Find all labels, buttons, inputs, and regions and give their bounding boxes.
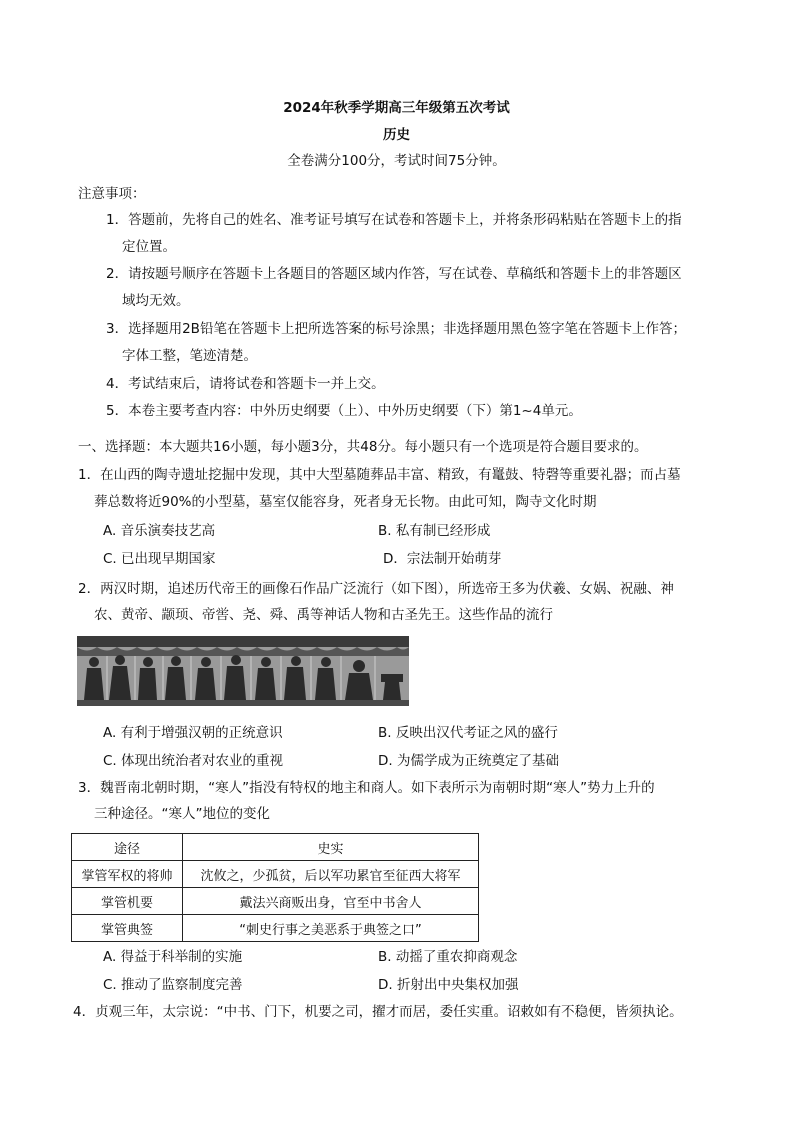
table-cell: 掌管典签 — [72, 915, 183, 942]
notice-item: 1．答题前，先将自己的姓名、准考证号填写在试卷和答题卡上，并将条形码粘贴在答题卡上的指 — [106, 212, 682, 228]
table-cell: “刺史行事之美恶系于典签之口” — [183, 915, 479, 942]
table-header-cell: 史实 — [183, 834, 479, 861]
q2-option-d: D. 为儒学成为正统奠定了基础 — [378, 753, 559, 769]
table-cell: 沈攸之，少孤贫，后以军功累官至征西大将军 — [183, 861, 479, 888]
exam-subject: 历史 — [383, 127, 410, 143]
table-cell: 掌管机要 — [72, 888, 183, 915]
notice-item: 4．考试结束后，请将试卷和答题卡一并上交。 — [106, 376, 385, 392]
stone-relief-image — [77, 636, 409, 706]
table-header-row — [72, 834, 479, 861]
notice-heading: 注意事项： — [78, 186, 146, 202]
q2-stem-line1: 2．两汉时期，追述历代帝王的画像石作品广泛流行（如下图），所选帝王多为伏羲、女娲、祝融、神 — [78, 581, 674, 597]
q1-option-c: C. 已出现早期国家 — [103, 551, 216, 567]
q4-stem-line1: 4．贞观三年，太宗说：“中书、门下，机要之司，擢才而居，委任实重。诏敕如有不稳便，皆须执论。 — [73, 1004, 683, 1020]
q1-stem-line1: 1．在山西的陶寺遗址挖掘中发现，其中大型墓随葬品丰富、精致，有鼍鼓、特磬等重要礼器；而占墓 — [78, 467, 681, 483]
notice-item: 字体工整，笔迹清楚。 — [122, 348, 257, 364]
notice-item: 5．本卷主要考查内容：中外历史纲要（上）、中外历史纲要（下）第1~4单元。 — [106, 403, 582, 419]
q3-stem-line2: 三种途径。“寒人”地位的变化 — [94, 806, 270, 822]
section-heading: 一、选择题：本大题共16小题，每小题3分，共48分。每小题只有一个选项是符合题目要求的。 — [78, 439, 648, 455]
table-row — [72, 888, 479, 915]
exam-title: 2024年秋季学期高三年级第五次考试 — [283, 100, 510, 116]
q3-option-b: B. 动摇了重农抑商观念 — [378, 949, 518, 965]
q2-stem-line2: 农、黄帝、颛顼、帝喾、尧、舜、禹等神话人物和古圣先王。这些作品的流行 — [94, 607, 553, 623]
q1-stem-line2: 葬总数将近90%的小型墓，墓室仅能容身，死者身无长物。由此可知，陶寺文化时期 — [94, 494, 597, 510]
q1-option-d: D．宗法制开始萌芽 — [383, 551, 502, 567]
exam-info: 全卷满分100分，考试时间75分钟。 — [287, 153, 506, 169]
q3-table — [71, 833, 479, 942]
table-row — [72, 915, 479, 942]
q1-option-b: B. 私有制已经形成 — [378, 523, 491, 539]
q3-option-a: A. 得益于科举制的实施 — [103, 949, 243, 965]
notice-item: 域均无效。 — [122, 293, 190, 309]
table-row — [72, 861, 479, 888]
q2-option-c: C. 体现出统治者对农业的重视 — [103, 753, 284, 769]
notice-item: 2．请按题号顺序在答题卡上各题目的答题区域内作答，写在试卷、草稿纸和答题卡上的非答题区 — [106, 266, 682, 282]
table-cell: 掌管军权的将帅 — [72, 861, 183, 888]
q1-option-a: A. 音乐演奏技艺高 — [103, 523, 216, 539]
q2-option-b: B. 反映出汉代考证之风的盛行 — [378, 725, 558, 741]
notice-item: 定位置。 — [122, 239, 176, 255]
q2-option-a: A. 有利于增强汉朝的正统意识 — [103, 725, 283, 741]
q3-option-c: C. 推动了监察制度完善 — [103, 977, 243, 993]
notice-item: 3．选择题用2B铅笔在答题卡上把所选答案的标号涂黑；非选择题用黑色签字笔在答题卡上作答； — [106, 321, 686, 337]
table-cell: 戴法兴商贩出身，官至中书舍人 — [183, 888, 479, 915]
q3-option-d: D. 折射出中央集权加强 — [378, 977, 519, 993]
q3-stem-line1: 3．魏晋南北朝时期，“寒人”指没有特权的地主和商人。如下表所示为南朝时期“寒人”势力上升的 — [78, 780, 655, 796]
table-header-cell: 途径 — [72, 834, 183, 861]
